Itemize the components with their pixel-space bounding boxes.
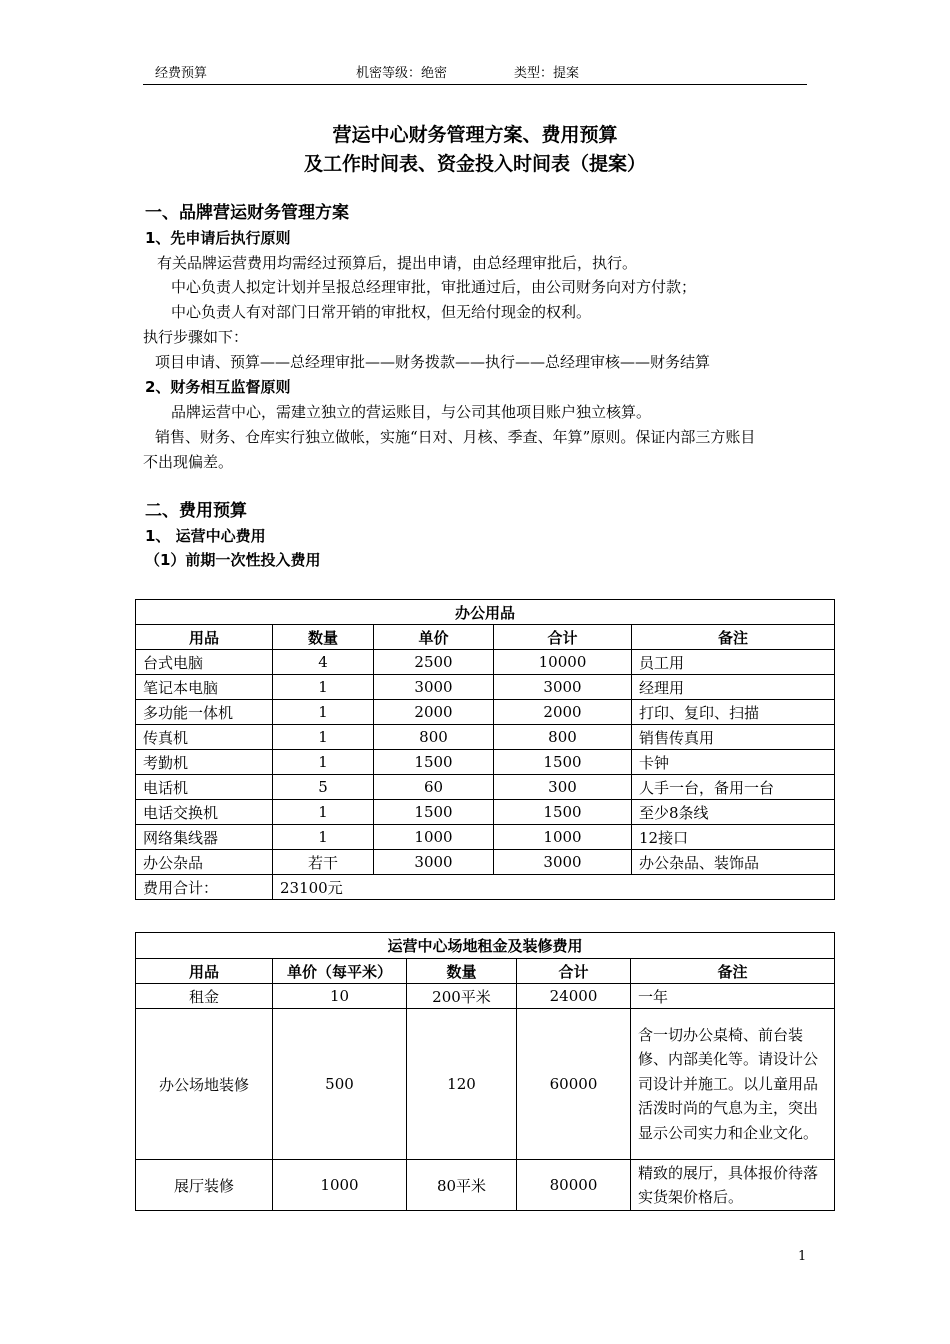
cell-total: 300 — [494, 775, 632, 800]
header-doc-type: 类型：提案 — [514, 66, 580, 81]
cell-unit-price: 1500 — [374, 750, 494, 775]
page-header — [143, 64, 807, 85]
column-header: 合计 — [517, 959, 631, 984]
cell-unit-price: 3000 — [374, 850, 494, 875]
venue-rent-renovation-table — [135, 932, 835, 1211]
cell-item: 办公杂品 — [136, 850, 273, 875]
table-row — [136, 700, 835, 725]
cell-item: 台式电脑 — [136, 650, 273, 675]
section1-process-steps: 项目申请、预算——总经理审批——财务拨款——执行——总经理审核——财务结算 — [155, 353, 711, 371]
cell-quantity: 80平米 — [407, 1160, 517, 1211]
cell-unit-price: 1500 — [374, 800, 494, 825]
table-row — [136, 984, 835, 1009]
header-security-level: 机密等级：绝密 — [356, 66, 448, 81]
cell-total: 60000 — [517, 1009, 631, 1160]
cell-remark: 销售传真用 — [632, 725, 835, 750]
cell-remark: 一年 — [631, 984, 835, 1009]
cell-total: 800 — [494, 725, 632, 750]
cell-total: 1000 — [494, 825, 632, 850]
cell-unit-price: 3000 — [374, 675, 494, 700]
cell-total: 24000 — [517, 984, 631, 1009]
column-header: 数量 — [273, 625, 374, 650]
section1-paragraph: 执行步骤如下： — [143, 328, 249, 346]
cell-remark: 精致的展厅，具体报价待落实货架价格后。 — [631, 1160, 835, 1211]
cell-quantity: 200平米 — [407, 984, 517, 1009]
section1-paragraph: 有关品牌运营费用均需经过预算后，提出申请，由总经理审批后，执行。 — [157, 254, 638, 272]
cell-remark: 至少8条线 — [632, 800, 835, 825]
document-title-line1: 营运中心财务管理方案、费用预算 — [332, 124, 618, 146]
cell-remark: 12接口 — [632, 825, 835, 850]
cell-remark: 卡钟 — [632, 750, 835, 775]
table-row — [136, 775, 835, 800]
cell-item: 电话交换机 — [136, 800, 273, 825]
table-row — [136, 1160, 835, 1211]
cell-total: 1500 — [494, 800, 632, 825]
table-row — [136, 725, 835, 750]
cell-total: 3000 — [494, 850, 632, 875]
cell-total: 2000 — [494, 700, 632, 725]
cell-unit-price: 10 — [273, 984, 407, 1009]
cell-unit-price: 2500 — [374, 650, 494, 675]
section1-paragraph: 中心负责人拟定计划并呈报总经理审批，审批通过后，由公司财务向对方付款； — [171, 278, 697, 296]
column-header: 合计 — [494, 625, 632, 650]
cell-unit-price: 1000 — [374, 825, 494, 850]
table-total-row — [136, 875, 835, 900]
section1-paragraph: 不出现偏差。 — [143, 453, 234, 471]
cell-total: 3000 — [494, 675, 632, 700]
column-header: 备注 — [632, 625, 835, 650]
section2-sub2: （1）前期一次性投入费用 — [145, 551, 321, 569]
cell-unit-price: 800 — [374, 725, 494, 750]
total-label: 费用合计： — [136, 875, 273, 900]
table-row — [136, 825, 835, 850]
table-row — [136, 675, 835, 700]
cell-remark: 办公杂品、装饰品 — [632, 850, 835, 875]
cell-unit-price: 500 — [273, 1009, 407, 1160]
cell-quantity: 1 — [273, 725, 374, 750]
cell-quantity: 1 — [273, 700, 374, 725]
section1-paragraph: 中心负责人有对部门日常开销的审批权，但无给付现金的权利。 — [171, 303, 592, 321]
page-number: 1 — [798, 1249, 807, 1264]
cell-item: 电话机 — [136, 775, 273, 800]
cell-item: 办公场地装修 — [136, 1009, 273, 1160]
table-header-row — [136, 959, 835, 984]
cell-remark: 打印、复印、扫描 — [632, 700, 835, 725]
total-value: 23100元 — [273, 875, 835, 900]
column-header: 单价 — [374, 625, 494, 650]
column-header: 用品 — [136, 959, 273, 984]
section1-paragraph: 销售、财务、仓库实行独立做帐，实施“日对、月核、季查、年算”原则。保证内部三方账目 — [155, 428, 756, 446]
cell-total: 10000 — [494, 650, 632, 675]
section1-heading: 一、品牌营运财务管理方案 — [145, 203, 349, 223]
cell-remark: 员工用 — [632, 650, 835, 675]
table-row — [136, 750, 835, 775]
table-header-row — [136, 625, 835, 650]
document-title-line2: 及工作时间表、资金投入时间表（提案） — [303, 153, 646, 175]
cell-item: 传真机 — [136, 725, 273, 750]
table-row — [136, 800, 835, 825]
cell-item: 网络集线器 — [136, 825, 273, 850]
office-supplies-table — [135, 599, 835, 900]
section1-sub1: 1、先申请后执行原则 — [145, 229, 291, 247]
cell-total: 1500 — [494, 750, 632, 775]
cell-remark: 经理用 — [632, 675, 835, 700]
cell-quantity: 1 — [273, 825, 374, 850]
table-row — [136, 850, 835, 875]
table-row — [136, 650, 835, 675]
cell-total: 80000 — [517, 1160, 631, 1211]
cell-quantity: 4 — [273, 650, 374, 675]
header-doc-name: 经费预算 — [155, 66, 208, 81]
section2-heading: 二、费用预算 — [145, 501, 247, 521]
section1-paragraph: 品牌运营中心，需建立独立的营运账目，与公司其他项目账户独立核算。 — [171, 403, 652, 421]
cell-item: 展厅装修 — [136, 1160, 273, 1211]
table-row — [136, 1009, 835, 1160]
column-header: 数量 — [407, 959, 517, 984]
cell-quantity: 5 — [273, 775, 374, 800]
column-header: 用品 — [136, 625, 273, 650]
cell-quantity: 120 — [407, 1009, 517, 1160]
cell-quantity: 1 — [273, 675, 374, 700]
cell-item: 租金 — [136, 984, 273, 1009]
cell-unit-price: 2000 — [374, 700, 494, 725]
column-header: 单价（每平米） — [273, 959, 407, 984]
cell-quantity: 1 — [273, 800, 374, 825]
cell-unit-price: 1000 — [273, 1160, 407, 1211]
cell-item: 考勤机 — [136, 750, 273, 775]
cell-remark: 含一切办公桌椅、前台装修、内部美化等。请设计公司设计并施工。以儿童用品活泼时尚的气息为主，突出显示公司实力和企业文化。 — [631, 1009, 835, 1160]
cell-unit-price: 60 — [374, 775, 494, 800]
section2-sub1: 1、 运营中心费用 — [145, 527, 266, 545]
cell-remark: 人手一台，备用一台 — [632, 775, 835, 800]
cell-item: 多功能一体机 — [136, 700, 273, 725]
table-title: 办公用品 — [136, 600, 835, 625]
cell-item: 笔记本电脑 — [136, 675, 273, 700]
cell-quantity: 1 — [273, 750, 374, 775]
cell-quantity: 若干 — [273, 850, 374, 875]
table-title: 运营中心场地租金及装修费用 — [136, 933, 835, 959]
section1-sub2: 2、财务相互监督原则 — [145, 378, 291, 396]
column-header: 备注 — [631, 959, 835, 984]
